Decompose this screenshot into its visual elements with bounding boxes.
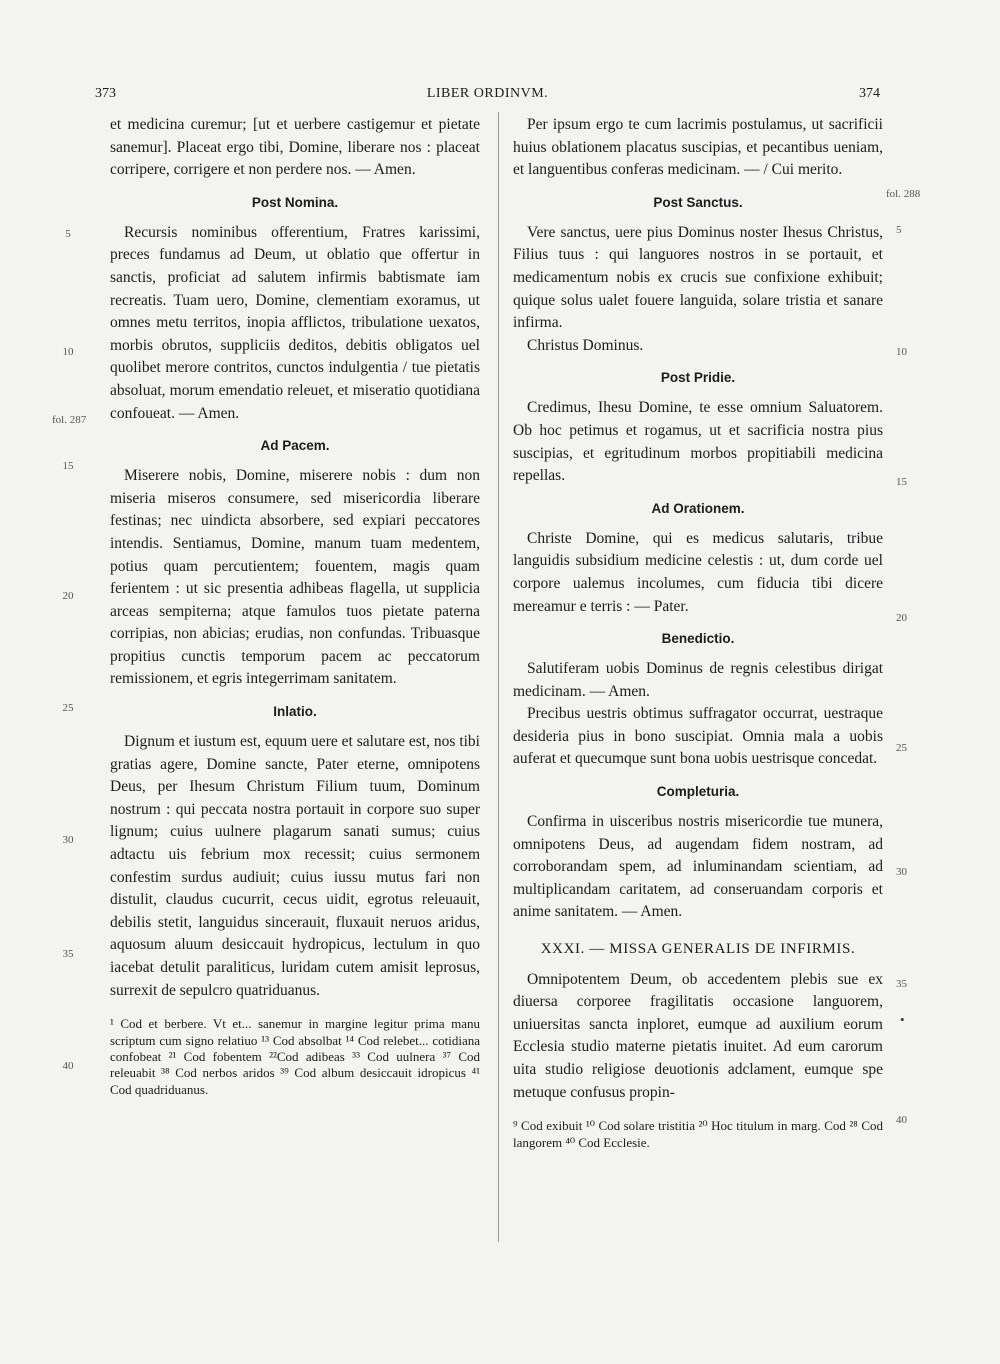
- heading-ad-pacem: Ad Pacem.: [260, 438, 330, 454]
- line-number: 35: [896, 978, 907, 990]
- line-number: 25: [62, 702, 74, 714]
- heading-post-nomina: Post Nomina.: [251, 194, 339, 210]
- line-number: 15: [896, 476, 907, 488]
- right-column: [513, 114, 883, 1151]
- line-number: 40: [896, 1114, 907, 1126]
- line-number: 35: [62, 948, 74, 960]
- heading-post-pridie: Post Pridie.: [660, 370, 736, 386]
- page-number-right: 374: [859, 86, 880, 101]
- paragraph-ad-pacem: Miserere nobis, Domine, miserere nobis : dum non miseria miseros consumere, sed misericordia liberare festinas; nec uindicta absorbere, sed expiari peccatores intendis. Sentiamus, Domine, manum tuam medentem, potius quam percutientem; fouentem, magis quam ferientem : ut sic presentia adhibeas flagella, ut supplicia arceas sempiterna; atque famulos tuos pietate paterna corripias, non abicias; erudias, non confundas. Tribuasque propitius cunctis temporum pacem ac peccatorum remissionem, et egris integerrimam sanitatem.: [110, 467, 480, 688]
- line-number: 5: [896, 224, 902, 236]
- line-number: 15: [62, 460, 74, 472]
- left-column: [110, 114, 480, 1098]
- line-number: 30: [896, 866, 907, 878]
- heading-completuria: Completuria.: [656, 784, 740, 800]
- footnotes-right: ⁹ Cod exibuit ¹⁰ Cod solare tristitia ²⁰ Hoc titulum in marg. Cod ²⁸ Cod langorem ⁴⁰ Cod Ecclesie.: [513, 1118, 883, 1150]
- paragraph-christus-dominus: Christus Dominus.: [527, 336, 644, 354]
- page-number-left: 373: [95, 86, 116, 101]
- folio-marker: fol. 288: [886, 188, 921, 200]
- column-divider: [498, 112, 499, 1242]
- chapter-title: XXXI. — MISSA GENERALIS DE INFIRMIS.: [540, 941, 856, 958]
- page-header: [95, 86, 880, 110]
- ornament-dot: •: [900, 1012, 905, 1027]
- line-number: 20: [62, 590, 74, 602]
- line-number: 25: [896, 742, 907, 754]
- heading-post-sanctus: Post Sanctus.: [653, 194, 743, 210]
- line-number: 10: [62, 346, 74, 358]
- paragraph-benedictio-2: Precibus uestris obtimus suffragator occurrat, uestraque desideria pius in bono suscipiat. Omnia mala a uobis auferat et quecumque sunt bona uobis uestrisque concedat.: [513, 705, 883, 768]
- paragraph-missa-generalis: Omnipotentem Deum, ob accedentem plebis sue ex diuersa corporee fragilitatis occasione languorem, uniuersitas sancta inploret, eumque ad auxilium eorum Ecclesia studio materne pietatis inuitet. Ad eum carorum uita studio religiose deuotionis adclament, eumque spe metuque confusus propin-: [513, 970, 883, 1101]
- footnotes-left: ¹ Cod et berbere. Vt et... sanemur in margine legitur prima manu scriptum cum signo relatiuo ¹³ Cod absolbat ¹⁴ Cod relebet... cotidiana confobeat ²¹ Cod fobentem ²²Cod adibeas ³³ Cod uulnera ³⁷ Cod releuabit ³⁸ Cod nerbos aridos ³⁹ Cod album desiccauit idropicus ⁴¹ Cod quadriduanus.: [110, 1016, 480, 1097]
- heading-ad-orationem: Ad Orationem.: [651, 500, 745, 516]
- folio-marker: fol. 287: [52, 414, 87, 426]
- heading-inlatio: Inlatio.: [273, 704, 317, 720]
- paragraph-post-pridie: Credimus, Ihesu Domine, te esse omnium Saluatorem. Ob hoc petimus et rogamus, ut et sacrificia nostra pius suscipias, et egritudinum morbos propitiabili medicina repellas.: [513, 399, 883, 485]
- paragraph-post-sanctus: Vere sanctus, uere pius Dominus noster Ihesus Christus, Filius tuus : qui languores nostros in se portauit, et medicamentum nobis ex crucis sue confixione exhibuit; quique solus ualet fouere languida, solare tristia et sanare infirma.: [513, 223, 883, 332]
- line-number: 20: [896, 612, 907, 624]
- line-number: 10: [896, 346, 907, 358]
- paragraph-benedictio-1: Salutiferam uobis Dominus de regnis celestibus dirigat medicinam. — Amen.: [513, 660, 883, 700]
- line-number: 30: [62, 834, 74, 846]
- paragraph-ad-orationem: Christe Domine, qui es medicus salutaris, tribue languidis subsidium medicine celestis : ut, dum corde uel corpore ualemus incolumes, cum fiducia tibi dicere mereamur e terris : — Pater.: [513, 529, 883, 615]
- paragraph-continuation: et medicina curemur; [ut et uerbere castigemur et pietate sanemur]. Placeat ergo tibi, Domine, liberare nos : placeat corripere, corrigere et non perdere nos. — Amen.: [110, 116, 480, 179]
- paragraph-per-ipsum: Per ipsum ergo te cum lacrimis postulamus, ut sacrificii huius oblationem placatus suscipias, et pecantibus ueniam, et languentibus conferas medicinam. — / Cui merito.: [513, 116, 883, 179]
- line-number: 40: [62, 1060, 74, 1072]
- paragraph-post-nomina: Recursis nominibus offerentium, Fratres karissimi, preces fundamus ad Deum, ut oblatio que offertur in sanctis, proficiat ad salutem infirmis babtismate iam recreatis. Tuam uero, Domine, clementiam exoramus, ut omnes metu territos, inopia afflictos, tribulatione uexatos, morbis obrutos, suppliciis deditos, debitis obligatos uel quolibet merore contritos, cunctos indulgentia / tue pietatis absoluat, morum emendatio releuet, et miseratio quotidiana confoueat. — Amen.: [110, 223, 480, 422]
- heading-benedictio: Benedictio.: [661, 631, 735, 647]
- paragraph-completuria: Confirma in uisceribus nostris misericordie tue munera, omnipotens Deus, ad augendam fidem nostram, ad corroborandam spem, ad inluminandam scientiam, ad multiplicandam caritatem, ad conseruandam corporis et anime sanitatem. — Amen.: [513, 813, 883, 921]
- paragraph-inlatio: Dignum et iustum est, equum uere et salutare est, nos tibi gratias agere, Domine sancte, Pater eterne, omnipotens Deus, per Ihesum Christum Filium tuum, Dominum nostrum : qui peccata nostra portauit in corpore suo super lignum; cuius uulnere plagarum sanati sumus; cuius adtactu uis febrium mox recessit; cuius sermonem confestim surdus audiuit; cuius iussu mutus fari non distulit, claudus cucurrit, cecus uidit, egrotus releuauit, debilis stetit, languidus sincerauit, fluxauit neruos aridus, aquosum aluum desiccauit hydropicus, lectulum in quo iacebat detulit paraliticus, luridam cutem amisit leprosus, surrexit de sepulcro quatriduanus.: [110, 733, 480, 999]
- running-title: LIBER ORDINVM.: [426, 86, 549, 101]
- line-number: 5: [65, 228, 71, 240]
